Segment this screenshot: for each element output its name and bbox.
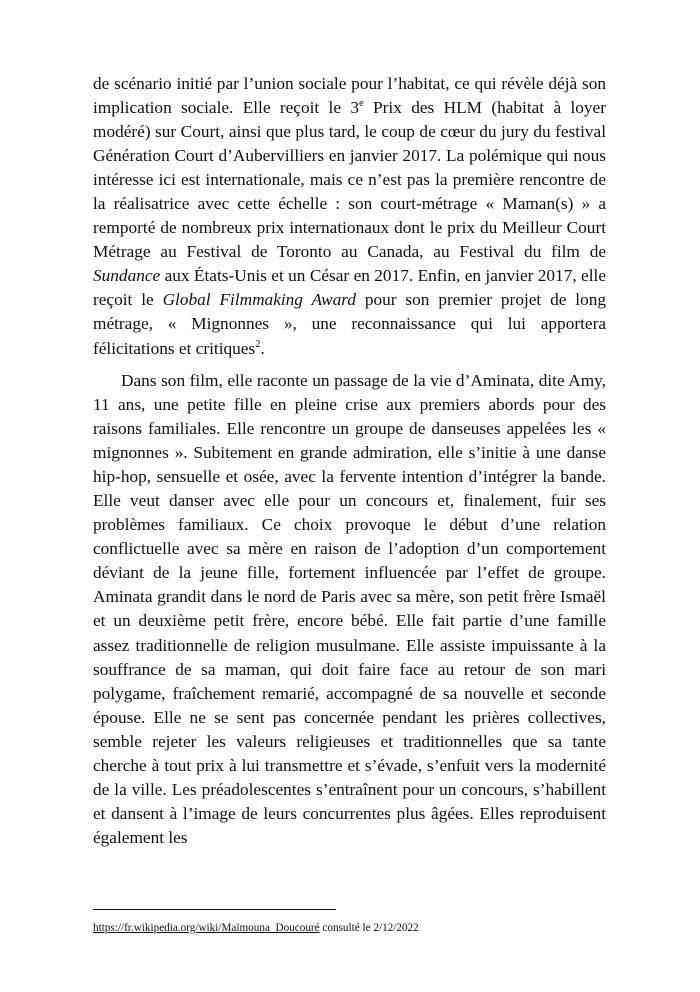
- footnote-link[interactable]: https://fr.wikipedia.org/wiki/Maïmouna_Doucouré: [93, 922, 320, 934]
- paragraph-1: [93, 72, 606, 361]
- footnote-reference[interactable]: 2: [255, 338, 261, 350]
- award-italic: Global Filmmaking Award: [162, 290, 357, 310]
- footnote-separator: [93, 909, 336, 910]
- ordinal-superscript: e: [359, 98, 364, 110]
- paragraph-1-text-e: .: [260, 338, 265, 358]
- paragraph-1-text-a: de scénario initié par l’union sociale pour l’habitat, ce qui révèle déjà son implication sociale. Elle reçoit le 3: [93, 74, 606, 118]
- paragraph-1-text-b: Prix des HLM (habitat à loyer modéré) sur Court, ainsi que plus tard, le coup de cœur du jury du festival Génération Court d’Aubervilliers en janvier 2017. La polémique qui nous intéresse ici est internationale, mais ce n’est pas la première rencontre de la réalisatrice avec cette échelle : son court-métrage « Maman(s) » a remporté de nombreux prix internationaux dont le prix du Meilleur Court Métrage au Festival de Toronto au Canada, au Festival du film de: [93, 98, 606, 262]
- paragraph-2: Dans son film, elle raconte un passage de la vie d’Aminata, dite Amy, 11 ans, une petite fille en pleine crise aux premiers abords pour des raisons familiales. Elle rencontre un groupe de danseuses appelées les « mignonnes ». Subitement en grande admiration, elle s’initie à une danse hip-hop, sensuelle et osée, avec la fervente intention d’intégrer la bande. Elle veut danser avec elle pour un concours et, finalement, fuir ses problèmes familiaux. Ce choix provoque le début d’une relation conflictuelle avec sa mère en raison de l’adoption d’un comportement déviant de la jeune fille, fortement influencée par l’effet de groupe. Aminata grandit dans le nord de Paris avec sa mère, son petit frère Ismaël et un deuxième petit frère, encore bébé. Elle fait partie d’une famille assez traditionnelle de religion musulmane. Elle assiste impuissante à la souffrance de sa maman, qui doit faire face au retour de son mari polygame, fraîchement remarié, accompagné de sa nouvelle et seconde épouse. Elle ne se sent pas concernée pendant les prières collectives, semble rejeter les valeurs religieuses et traditionnelles que sa tante cherche à tout prix à lui transmettre et s’évade, s’enfuit vers la modernité de la ville. Les préadolescentes s’entraînent pour un concours, s’habillent et dansent à l’image de leurs concurrentes plus âgées. Elles reproduisent également les: [93, 371, 606, 847]
- paragraph-1-text-d: pour son premier projet de long métrage, « Mignonnes », une reconnaissance qui lui apportera félicitations et critiques: [93, 290, 607, 358]
- sundance-italic: Sundance: [93, 266, 161, 286]
- footnote-consulted-date: consulté le 2/12/2022: [319, 922, 419, 934]
- footnote: [93, 921, 419, 935]
- paragraph-1-text-c: aux États-Unis et un César en 2017. Enfin, en janvier 2017, elle reçoit le: [93, 266, 606, 310]
